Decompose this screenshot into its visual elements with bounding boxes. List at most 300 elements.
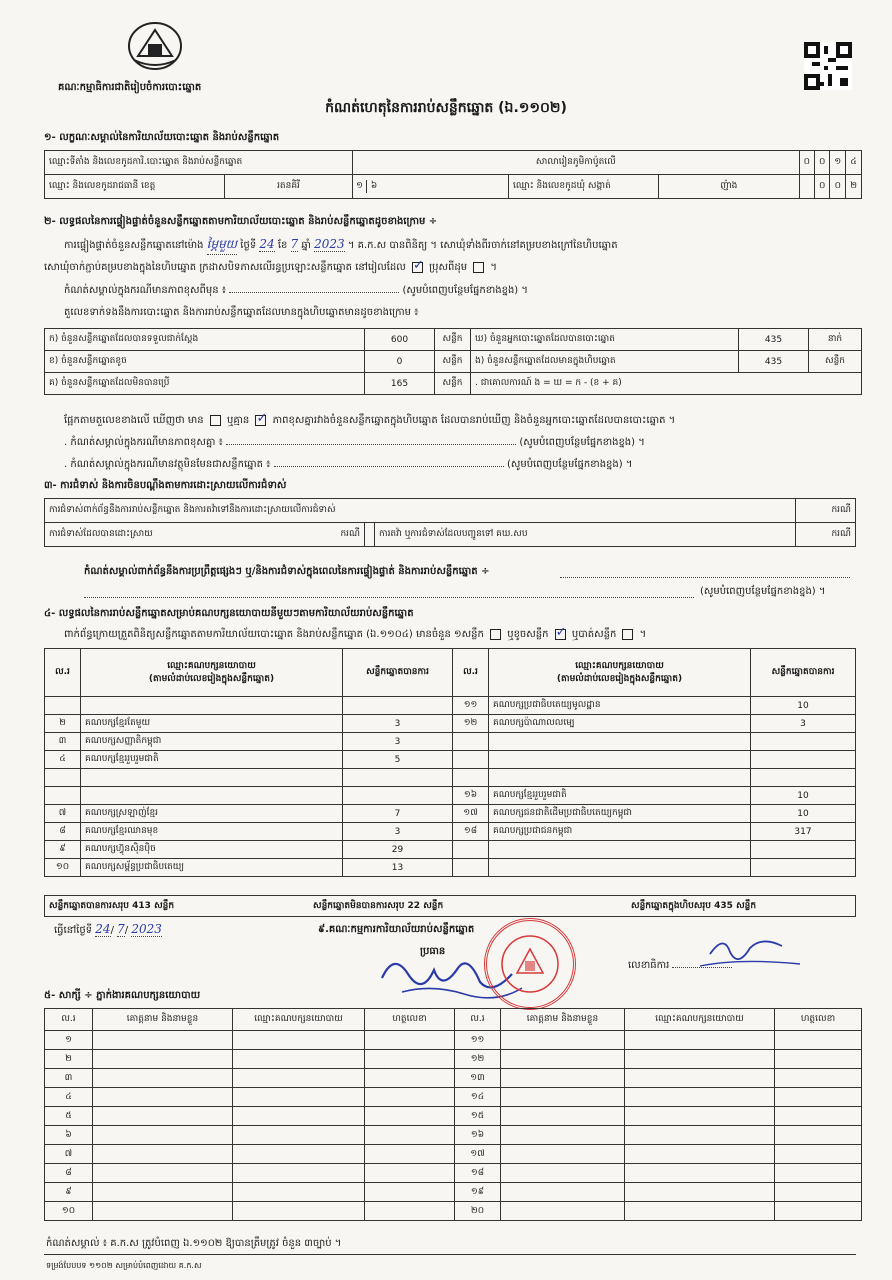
complaints-table: [44, 498, 856, 547]
witness-sign-field[interactable]: [365, 1107, 455, 1126]
witness-name-field[interactable]: [501, 1107, 625, 1126]
discrepancy-yes-checkbox[interactable]: [210, 415, 221, 426]
witness-sign-field[interactable]: [775, 1164, 862, 1183]
witness-number: ២: [45, 1050, 93, 1069]
witness-sign-field[interactable]: [775, 1145, 862, 1164]
figure-label: ក) ចំនួនសន្លឹកឆ្នោតដែលបានទទួលជាក់ស្តែង: [45, 329, 365, 351]
witness-number: ៦: [45, 1126, 93, 1145]
section1-table: [44, 150, 862, 199]
qr-code-icon: [804, 42, 852, 90]
witness-sign-field[interactable]: [365, 1069, 455, 1088]
witness-name-field[interactable]: [93, 1202, 233, 1221]
complaints-note-hint: (សូមបំពេញបន្ថែមផ្នែកខាងខ្នង) ។: [700, 586, 826, 597]
sign-date: ធ្វើនៅថ្ងៃទី 24/ 7/ 2023: [54, 922, 162, 936]
witness-name-field[interactable]: [501, 1183, 625, 1202]
witness-name-field[interactable]: [501, 1088, 625, 1107]
results-row: [45, 787, 856, 805]
witness-party-field[interactable]: [233, 1050, 365, 1069]
witness-number: ១៩: [455, 1183, 501, 1202]
results-row: [45, 823, 856, 841]
results-row: [45, 769, 856, 787]
total-valid: [49, 900, 174, 913]
results-row: [45, 733, 856, 751]
province-digit: ៦: [370, 181, 378, 191]
witness-party-field[interactable]: [625, 1145, 775, 1164]
seal-intact-label: ប្រុសពីដុម: [429, 262, 468, 273]
figure-unit: សន្លឹក: [809, 351, 862, 373]
total-invalid-value: 22: [407, 901, 421, 911]
party-name: [489, 841, 751, 859]
party-votes: 13: [343, 859, 453, 877]
forwarded-unit: ករណី: [796, 523, 856, 547]
seal-line: សោឃុំចាក់ភ្ជាប់គម្របខាងក្នុងនៃហិបឆ្នោត ក្រដាសបិទភាសលើរន្ធប្រឡោះសន្លឹកឆ្នោត នៅរៀលដែល ✓ ប្រុសពីដុម ។: [44, 260, 497, 275]
party-number: ១៦: [453, 787, 489, 805]
secretary-signature: [690, 930, 810, 980]
foreign-object-line: [64, 457, 632, 472]
party-number: ៨: [45, 823, 81, 841]
location-label: ឈ្មោះទីតាំង និងលេខកូដការិ.បោះឆ្នោត និងរាប់សន្លឹកឆ្នោត: [45, 151, 353, 175]
figure-unit: សន្លឹក: [435, 329, 471, 351]
witness-row: [45, 1202, 862, 1221]
party-name: [81, 787, 343, 805]
col-votes: សន្លឹកឆ្នោតបានការ: [751, 649, 856, 697]
party-number: [453, 733, 489, 751]
witness-name-field[interactable]: [93, 1145, 233, 1164]
witness-name-field[interactable]: [93, 1164, 233, 1183]
witness-row: [45, 1183, 862, 1202]
complaints-note-field[interactable]: [560, 566, 850, 578]
difference-note-field[interactable]: [226, 444, 516, 445]
province-code: [353, 175, 509, 199]
figures-row: [45, 373, 862, 395]
diff-note-field[interactable]: [229, 292, 399, 293]
complaints-note-field-2[interactable]: [84, 586, 694, 598]
col-party: [81, 649, 343, 697]
form-title: កំណត់ហេតុនៃការរាប់សន្លឹកឆ្នោត (ឯ.១១០២): [325, 100, 567, 116]
day-label: ថ្ងៃទី: [240, 240, 257, 251]
witness-sign-field[interactable]: [365, 1202, 455, 1221]
witness-col-no: ល.រ: [45, 1009, 93, 1031]
results-row: [45, 697, 856, 715]
witness-number: ៣: [45, 1069, 93, 1088]
party-name: [489, 769, 751, 787]
location-digit: ៤: [846, 151, 862, 175]
witness-sign-field[interactable]: [365, 1126, 455, 1145]
complaints-note: កំណត់សម្គាល់ពាក់ព័ន្ធនឹងការប្រព្រឹត្តផ្សេងៗ ឬ/និងការជំទាស់ក្នុងពេលនៃការផ្ទៀងផ្ទាត់ និងការរាប់សន្លឹកឆ្នោត ÷: [84, 566, 490, 577]
witness-number: ១៧: [455, 1145, 501, 1164]
witness-sign-field[interactable]: [365, 1164, 455, 1183]
figure-value: 165: [365, 373, 435, 395]
witness-name-field[interactable]: [93, 1183, 233, 1202]
party-number: [45, 697, 81, 715]
witness-party-field[interactable]: [233, 1088, 365, 1107]
results-header-row: [45, 649, 856, 697]
party-votes: [751, 841, 856, 859]
witness-row: [45, 1145, 862, 1164]
witness-sign-field[interactable]: [775, 1107, 862, 1126]
figure-value: 0: [365, 351, 435, 373]
witness-sign-field[interactable]: [775, 1183, 862, 1202]
discrepancy-no-label: ឬគ្មាន: [227, 415, 250, 426]
ballot-damaged-checkbox[interactable]: [555, 629, 566, 640]
party-votes: 3: [343, 823, 453, 841]
figures-row: [45, 351, 862, 373]
figure-unit: នាក់: [809, 329, 862, 351]
figures-table: [44, 328, 862, 395]
party-name: គណបក្សខ្មែរឈានមុខ: [81, 823, 343, 841]
witness-sign-field[interactable]: [775, 1050, 862, 1069]
witness-col-sign: ហត្ថលេខា: [775, 1009, 862, 1031]
footer-note: កំណត់សម្គាល់ ៖ គ.ក.ស ត្រូវបំពេញ ឯ.១១០២ ឱ្យបានត្រឹមត្រូវ ចំនួន ៣ច្បាប់ ។: [46, 1238, 342, 1249]
witness-number: ១៥: [455, 1107, 501, 1126]
resolved-unit: ករណី: [340, 529, 360, 539]
figure-label: គ) ចំនួនសន្លឹកឆ្នោតដែលមិនបានប្រើ: [45, 373, 365, 395]
party-number: ១១: [453, 697, 489, 715]
col-no: ល.រ: [45, 649, 81, 697]
witness-party-field[interactable]: [233, 1031, 365, 1050]
witness-row: [45, 1069, 862, 1088]
party-number: ៩: [45, 841, 81, 859]
party-number: [45, 769, 81, 787]
official-stamp: [484, 918, 576, 1010]
verification-text-2: ។ គ.ក.ស បានពិនិត្យ ។ សោឃុំទាំងពីរចាក់នៅគម្របខាងក្រៅនៃហិបឆ្នោត: [347, 240, 618, 251]
witness-col-no: ល.រ: [455, 1009, 501, 1031]
witness-number: ១១: [455, 1031, 501, 1050]
province-digit: ១: [353, 180, 367, 193]
results-row: [45, 805, 856, 823]
foreign-object-field[interactable]: [274, 466, 504, 467]
witness-number: ១០: [45, 1202, 93, 1221]
witness-row: [45, 1050, 862, 1069]
witness-party-field[interactable]: [625, 1126, 775, 1145]
party-votes: 10: [751, 787, 856, 805]
party-number: [453, 859, 489, 877]
party-votes: [751, 769, 856, 787]
section4-title: ៤- លទ្ធផលនៃការរាប់សន្លឹកឆ្នោតសម្រាប់គណបក្សនយោបាយនីមួយៗតាមការិយាល័យរាប់សន្លឹកឆ្នោត: [44, 608, 414, 619]
foreign-object-label: . កំណត់សម្គាល់ក្នុងករណីមានវត្ថុមិនមែនជាសន្លឹកឆ្នោត ៖: [64, 459, 271, 470]
witness-party-field[interactable]: [625, 1107, 775, 1126]
commune-digit: ០: [830, 175, 846, 199]
col-party-label: ឈ្មោះគណបក្សនយោបាយ: [167, 660, 256, 671]
section5-title: ៥- សាក្សី ÷ ភ្នាក់ងារគណបក្សនយោបាយ: [44, 990, 201, 1001]
verification-line: [64, 236, 618, 255]
discrepancy-line: [64, 413, 675, 428]
difference-note-label: . កំណត់សម្គាល់ក្នុងករណីមានភាពខុសគ្នា ៖: [64, 437, 223, 448]
witness-party-field[interactable]: [625, 1202, 775, 1221]
figure-value: 435: [739, 329, 809, 351]
party-number: ២: [45, 715, 81, 733]
location-digit: ០: [799, 151, 814, 175]
committee-label: ៩.គណៈកម្មការការិយាល័យរាប់សន្លឹកឆ្នោត: [318, 924, 475, 935]
witness-party-field[interactable]: [233, 1183, 365, 1202]
party-name: គណបក្សហ៊្វុនស៊ិនប៉ិច: [81, 841, 343, 859]
chair-label: ប្រធាន: [420, 946, 446, 957]
figures-intro: តួលេខទាក់ទងនឹងការបោះឆ្នោត និងការរាប់សន្លឹកឆ្នោតដែលមានក្នុងហិបឆ្នោតមានដូចខាងក្រោម ៖: [64, 307, 419, 318]
commune-digit: ០: [815, 175, 830, 199]
results-row: [45, 751, 856, 769]
ballot-missing-label: ឬបាត់សន្លឹក: [571, 629, 617, 640]
witness-number: ២០: [455, 1202, 501, 1221]
witness-number: ១៤: [455, 1088, 501, 1107]
party-votes: 7: [343, 805, 453, 823]
witness-name-field[interactable]: [501, 1031, 625, 1050]
witness-party-field[interactable]: [625, 1088, 775, 1107]
party-name: គណបក្សប៉ាណាលលម្បេ: [489, 715, 751, 733]
org-name: គណៈកម្មាធិការជាតិរៀបចំការបោះឆ្នោត: [58, 82, 202, 93]
col-party: [489, 649, 751, 697]
section3-title: ៣- ការជំទាស់ និងការចិនបណ្តឹងតាមការដោះស្រាយលើការជំទាស់: [44, 480, 287, 491]
party-votes: [751, 751, 856, 769]
witness-sign-field[interactable]: [775, 1031, 862, 1050]
witness-table: [44, 1008, 862, 1221]
witness-name-field[interactable]: [501, 1202, 625, 1221]
witness-party-field[interactable]: [625, 1164, 775, 1183]
party-name: គណបក្សខ្មែរតែមួយ: [81, 715, 343, 733]
party-name: គណបក្សជនជាតិដើមប្រជាធិបតេយ្យកម្ពុជា: [489, 805, 751, 823]
party-name: [489, 859, 751, 877]
party-name: [81, 697, 343, 715]
witness-party-field[interactable]: [625, 1069, 775, 1088]
commune-label: ឈ្មោះ និងលេខកូដឃុំ សង្កាត់: [509, 175, 659, 199]
party-name: គណបក្សខ្មែររួបរួមជាតិ: [81, 751, 343, 769]
witness-name-field[interactable]: [93, 1088, 233, 1107]
party-number: ៧: [45, 805, 81, 823]
party-name: [489, 733, 751, 751]
difference-note-hint: (សូមបំពេញបន្ថែមផ្នែកខាងខ្នង) ។: [519, 437, 645, 448]
party-votes: [343, 697, 453, 715]
witness-number: ១៣: [455, 1069, 501, 1088]
verification-day: 24: [259, 237, 275, 251]
witness-party-field[interactable]: [625, 1183, 775, 1202]
year-label: ឆ្នាំ: [301, 240, 311, 251]
ballot-check-line: ពាក់ព័ន្ធក្រោយត្រួតពិនិត្យសន្លឹកឆ្នោតតាមការិយាល័យបោះឆ្នោត និងរាប់សន្លឹកឆ្នោត (ឯ.១១០៤) មានចំនួន ១សន្លឹក ឬខូចសន្លឹក ✓ ឬបាត់សន្លឹក ។: [64, 627, 646, 642]
witness-number: ១២: [455, 1050, 501, 1069]
witness-name-field[interactable]: [501, 1126, 625, 1145]
commune-digit: ២: [846, 175, 862, 199]
party-number: [453, 751, 489, 769]
verification-year: 2023: [314, 237, 345, 251]
discrepancy-text: ផ្អែកតាមតួលេខខាងលើ ឃើញថា មាន: [64, 415, 204, 426]
witness-col-party: ឈ្មោះគណបក្សនយោបាយ: [625, 1009, 775, 1031]
seal-intact-checkbox[interactable]: [412, 262, 423, 273]
seal-other-checkbox[interactable]: [473, 262, 484, 273]
section2-title: ២- លទ្ធផលនៃការផ្ទៀងផ្ទាត់ចំនួនសន្លឹកឆ្នោតតាមការិយាល័យបោះឆ្នោត និងរាប់សន្លឹកឆ្នោតដូចខាងក្រោម ÷: [44, 216, 438, 227]
party-number: ៤: [45, 751, 81, 769]
party-votes: 3: [751, 715, 856, 733]
witness-name-field[interactable]: [501, 1145, 625, 1164]
emblem-logo: [126, 20, 184, 72]
month-label: ខែ: [277, 240, 288, 251]
witness-sign-field[interactable]: [365, 1183, 455, 1202]
results-row: [45, 841, 856, 859]
complaints-label: ការជំទាស់ពាក់ព័ន្ធនឹងការរាប់សន្លឹកឆ្នោត និងការតវ៉ាទៅនឹងការដោះស្រាយលើការជំទាស់: [45, 499, 796, 523]
party-number: ១៨: [453, 823, 489, 841]
discrepancy-text-2: ភាពខុសគ្នារវាងចំនួនសន្លឹកឆ្នោតក្នុងហិបឆ្នោត ដែលបានរាប់ឃើញ និងចំនួនអ្នកបោះឆ្នោតដែលបានបោះឆ្នោត ។: [272, 415, 676, 426]
total-invalid-unit: សន្លឹក: [423, 901, 444, 911]
figures-row: [45, 329, 862, 351]
total-valid-label: សន្លឹកឆ្នោតបានការសរុប: [49, 901, 129, 911]
party-number: ៣: [45, 733, 81, 751]
witness-name-field[interactable]: [501, 1050, 625, 1069]
witness-number: ៩: [45, 1183, 93, 1202]
party-name: គណបក្សប្រជាធិបតេយ្យមូលដ្ឋាន: [489, 697, 751, 715]
verification-text: ការផ្ទៀងផ្ទាត់ចំនួនសន្លឹកឆ្នោតនៅម៉ោង: [64, 240, 204, 251]
forwarded-label: ការតវ៉ា ឬការជំទាស់ដែលបញ្ជូនទៅ គឃ.សប: [375, 523, 796, 547]
witness-col-name: គោត្តនាម និងនាមខ្លួន: [93, 1009, 233, 1031]
results-table: [44, 648, 856, 877]
ballot-none-checkbox[interactable]: [490, 629, 501, 640]
party-number: ១២: [453, 715, 489, 733]
party-number: ១៧: [453, 805, 489, 823]
col-party-sub: (តាមលំដាប់លេខរៀងក្នុងសន្លឹកឆ្នោត): [556, 673, 683, 684]
witness-sign-field[interactable]: [775, 1088, 862, 1107]
foreign-object-hint: (សូមបំពេញបន្ថែមផ្នែកខាងខ្នង) ។: [506, 459, 633, 470]
witness-row: [45, 1164, 862, 1183]
results-row: [45, 715, 856, 733]
col-party-sub: (តាមលំដាប់លេខរៀងក្នុងសន្លឹកឆ្នោត): [148, 673, 275, 684]
witness-row: [45, 1088, 862, 1107]
witness-row: [45, 1031, 862, 1050]
commune-name: ញ៉ាង: [659, 175, 800, 199]
witness-name-field[interactable]: [501, 1164, 625, 1183]
witness-number: ៧: [45, 1145, 93, 1164]
party-votes: 29: [343, 841, 453, 859]
ballot-missing-checkbox[interactable]: [622, 629, 633, 640]
party-votes: 10: [751, 805, 856, 823]
witness-header-row: [45, 1009, 862, 1031]
witness-name-field[interactable]: [93, 1107, 233, 1126]
sign-date-year: 2023: [131, 922, 162, 936]
witness-sign-field[interactable]: [775, 1069, 862, 1088]
party-name: គណបក្សសញ្ញាតិកម្ពុជា: [81, 733, 343, 751]
discrepancy-no-checkbox[interactable]: [255, 415, 266, 426]
figure-value: 600: [365, 329, 435, 351]
witness-sign-field[interactable]: [365, 1088, 455, 1107]
complaints-unit: ករណី: [796, 499, 856, 523]
witness-col-name: គោត្តនាម និងនាមខ្លួន: [501, 1009, 625, 1031]
figure-value: 435: [739, 351, 809, 373]
witness-party-field[interactable]: [233, 1069, 365, 1088]
total-invalid-label: សន្លឹកឆ្នោតមិនបានការសរុប: [313, 901, 405, 911]
total-valid-value: 413: [132, 901, 151, 911]
witness-number: ៥: [45, 1107, 93, 1126]
witness-number: ៤: [45, 1088, 93, 1107]
resolved-text: ការជំទាស់ដែលបានដោះស្រាយ: [49, 529, 153, 539]
results-row: [45, 859, 856, 877]
party-votes: 3: [343, 715, 453, 733]
totals-line: [44, 895, 856, 917]
witness-sign-field[interactable]: [365, 1145, 455, 1164]
witness-party-field[interactable]: [625, 1050, 775, 1069]
figure-label: ខ) ចំនួនសន្លឹកឆ្នោតខូច: [45, 351, 365, 373]
witness-name-field[interactable]: [93, 1126, 233, 1145]
party-number: [453, 841, 489, 859]
witness-name-field[interactable]: [93, 1031, 233, 1050]
witness-party-field[interactable]: [233, 1145, 365, 1164]
ballot-damaged-label: ឬខូចសន្លឹក: [507, 629, 549, 640]
party-name: គណបក្សសម្ព័ន្ធប្រជាធិបតេយ្យ: [81, 859, 343, 877]
diff-note-hint: (សូមបំពេញបន្ថែមផ្នែកខាងខ្នង) ។: [402, 285, 528, 296]
witness-sign-field[interactable]: [775, 1202, 862, 1221]
party-name: [81, 769, 343, 787]
party-name: គណបក្សខ្មែររួបរួមជាតិ: [489, 787, 751, 805]
total-box: [631, 900, 756, 913]
section1-title: ១- លក្ខណៈសម្គាល់នៃការិយាល័យបោះឆ្នោត និងរាប់សន្លឹកឆ្នោត: [44, 132, 280, 143]
party-votes: [751, 733, 856, 751]
location-digit: ១: [830, 151, 846, 175]
party-votes: 5: [343, 751, 453, 769]
col-votes: សន្លឹកឆ្នោតបានការ: [343, 649, 453, 697]
seal-text: សោឃុំចាក់ភ្ជាប់គម្របខាងក្នុងនៃហិបឆ្នោត ក្រដាសបិទភាសលើរន្ធប្រឡោះសន្លឹកឆ្នោត នៅរៀលដែល: [44, 262, 406, 273]
party-name: គណបក្សប្រជាជនកម្ពុជា: [489, 823, 751, 841]
witness-number: ១៨: [455, 1164, 501, 1183]
party-number: [45, 787, 81, 805]
col-no: ល.រ: [453, 649, 489, 697]
difference-note-line: [64, 435, 645, 450]
figure-formula: . ជាគោលការណ៍ ង = ឃ = ក - (ខ + គ): [471, 373, 862, 395]
party-number: ១០: [45, 859, 81, 877]
witness-col-party: ឈ្មោះគណបក្សនយោបាយ: [233, 1009, 365, 1031]
witness-sign-field[interactable]: [365, 1031, 455, 1050]
footer-divider: [44, 1254, 856, 1255]
secretary-label-text: លេខាធិការ: [628, 960, 670, 971]
witness-row: [45, 1126, 862, 1145]
sign-date-label: ធ្វើនៅថ្ងៃទី: [54, 925, 93, 936]
party-votes: [343, 787, 453, 805]
footer-bottom: ទម្រង់បែបបទ ១១០២ សម្រាប់បំពេញដោយ គ.ក.ស: [46, 1261, 202, 1270]
party-votes: [343, 769, 453, 787]
witness-name-field[interactable]: [501, 1069, 625, 1088]
ballot-check-text: ពាក់ព័ន្ធក្រោយត្រួតពិនិត្យសន្លឹកឆ្នោតតាមការិយាល័យបោះឆ្នោត និងរាប់សន្លឹកឆ្នោត (ឯ.១១០៤) មានចំនួន ១សន្លឹក: [64, 629, 484, 640]
figure-label: ឃ) ចំនួនអ្នកបោះឆ្នោតដែលបានបោះឆ្នោត: [471, 329, 739, 351]
figure-unit: សន្លឹក: [435, 351, 471, 373]
total-invalid: [313, 900, 443, 913]
party-number: [453, 769, 489, 787]
witness-number: ៨: [45, 1164, 93, 1183]
total-box-unit: សន្លឹក: [736, 901, 757, 911]
witness-sign-field[interactable]: [365, 1050, 455, 1069]
witness-row: [45, 1107, 862, 1126]
witness-sign-field[interactable]: [775, 1126, 862, 1145]
diff-note-label: កំណត់សម្គាល់ក្នុងករណីមានភាពខុសពីមុន ៖: [64, 285, 227, 296]
party-votes: 317: [751, 823, 856, 841]
witness-party-field[interactable]: [233, 1164, 365, 1183]
witness-name-field[interactable]: [93, 1069, 233, 1088]
witness-number: ១៦: [455, 1126, 501, 1145]
diff-note-line: [64, 283, 528, 298]
total-valid-unit: សន្លឹក: [154, 901, 175, 911]
party-votes: [751, 859, 856, 877]
location-value: សាលារៀនភូមិកាប៉ូតលើ: [353, 151, 800, 175]
verification-month: 7: [290, 237, 299, 251]
witness-party-field[interactable]: [625, 1031, 775, 1050]
total-box-value: 435: [714, 901, 733, 911]
witness-party-field[interactable]: [233, 1202, 365, 1221]
col-party-label: ឈ្មោះគណបក្សនយោបាយ: [575, 660, 664, 671]
figure-label: ង) ចំនួនសន្លឹកឆ្នោតដែលមានក្នុងហិបឆ្នោត: [471, 351, 739, 373]
witness-name-field[interactable]: [93, 1050, 233, 1069]
province-label: ឈ្មោះ និងលេខកូដរាជធានី ខេត្ត: [45, 175, 225, 199]
witness-col-sign: ហត្ថលេខា: [365, 1009, 455, 1031]
witness-party-field[interactable]: [233, 1107, 365, 1126]
province-name: រតនគិរី: [225, 175, 353, 199]
party-name: គណបក្សស្រឡាញ់ខ្មែរ: [81, 805, 343, 823]
party-votes: 10: [751, 697, 856, 715]
party-name: [489, 751, 751, 769]
witness-party-field[interactable]: [233, 1126, 365, 1145]
location-digit: ០: [815, 151, 830, 175]
sign-date-month: 7: [117, 922, 125, 936]
